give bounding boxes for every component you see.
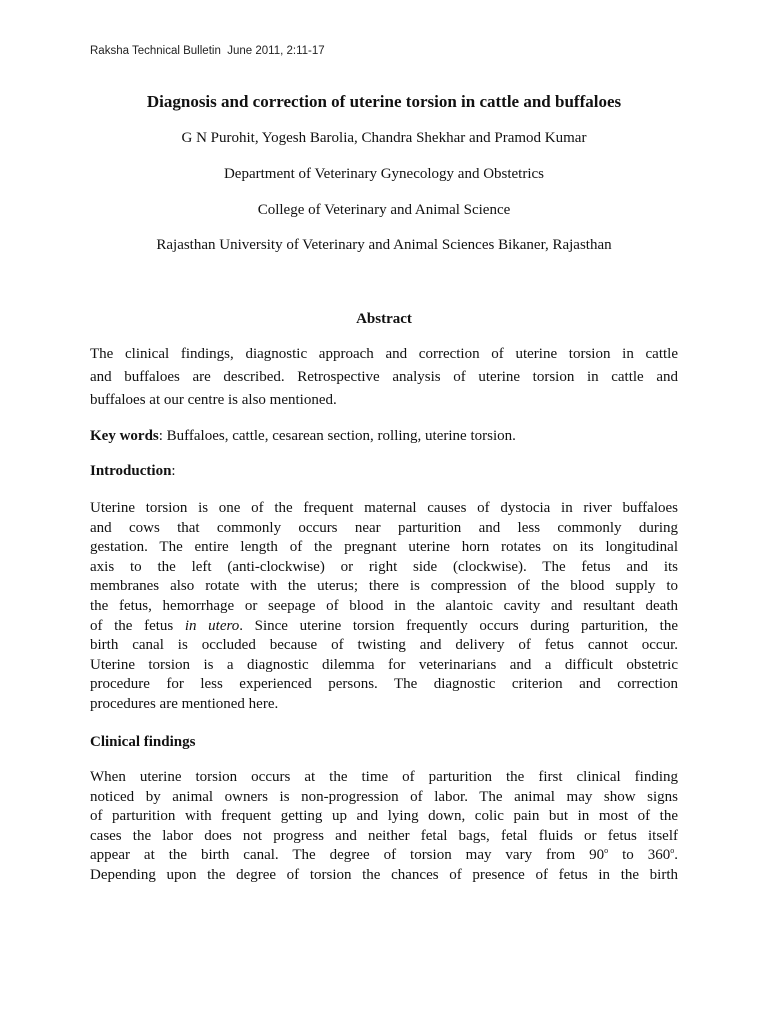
clinical-findings-heading: Clinical findings <box>90 734 196 750</box>
affiliation-university: Rajasthan University of Veterinary and Animal Sciences Bikaner, Rajasthan <box>156 237 612 253</box>
clinical-findings-line: noticed by animal owners is non-progression of labor. The animal may show signs <box>90 788 678 805</box>
clinical-findings-line-text: appear at the birth canal. The degree of torsion may vary from 90 <box>90 847 605 864</box>
running-header: Raksha Technical Bulletin June 2011, 2:11-17 <box>90 45 325 57</box>
introduction-line: axis to the left (anti-clockwise) or right side (clockwise). The fetus and its <box>90 558 678 575</box>
affiliation-college: College of Veterinary and Animal Science <box>257 202 511 218</box>
abstract-line: buffaloes at our centre is also mentioned. <box>90 392 337 408</box>
clinical-findings-body <box>90 768 678 886</box>
introduction-line-text: . Since uterine torsion frequently occurs during parturition, the <box>239 617 678 634</box>
clinical-findings-line-text: . <box>674 847 679 864</box>
clinical-findings-line: Depending upon the degree of torsion the chances of presence of fetus in the birth <box>90 866 678 883</box>
introduction-line: procedure for less experienced persons. The diagnostic criterion and correction <box>90 676 678 693</box>
abstract-heading: Abstract <box>356 311 412 327</box>
clinical-findings-line-text: to 360 <box>608 847 671 864</box>
clinical-findings-line: cases the labor does not progress and neither fetal bags, fetal fluids or fetus itself <box>90 827 678 844</box>
degree-superscript: o <box>670 846 675 856</box>
author-list: G N Purohit, Yogesh Barolia, Chandra Shekhar and Pramod Kumar <box>181 130 587 146</box>
introduction-body <box>90 499 678 715</box>
introduction-line: membranes also rotate with the uterus; there is compression of the blood supply to <box>90 578 678 595</box>
clinical-findings-line: When uterine torsion occurs at the time of parturition the first clinical finding <box>90 769 678 785</box>
keywords-line <box>90 428 516 445</box>
introduction-line: and cows that commonly occurs near parturition and less commonly during <box>90 519 678 536</box>
introduction-line: birth canal is occluded because of twisting and delivery of fetus cannot occur. <box>90 637 678 654</box>
introduction-line: procedures are mentioned here. <box>90 695 279 712</box>
introduction-line: Uterine torsion is a diagnostic dilemma for veterinarians and a difficult obstetric <box>90 656 678 673</box>
introduction-line: the fetus, hemorrhage or seepage of blood in the alantoic cavity and resultant death <box>90 597 678 614</box>
clinical-findings-line: of parturition with frequent getting up and lying down, colic pain but in most of the <box>90 808 678 825</box>
introduction-line <box>90 617 678 637</box>
abstract-body <box>90 343 678 412</box>
abstract-line: and buffaloes are described. Retrospective analysis of uterine torsion in cattle and <box>90 369 678 385</box>
paper-title: Diagnosis and correction of uterine torsion in cattle and buffaloes <box>146 92 622 111</box>
abstract-line: The clinical findings, diagnostic approach and correction of uterine torsion in cattle <box>90 346 678 362</box>
affiliation-department: Department of Veterinary Gynecology and Obstetrics <box>223 166 545 182</box>
keywords-text: : Buffaloes, cattle, cesarean section, rolling, uterine torsion. <box>158 428 516 444</box>
introduction-heading-text: Introduction <box>90 463 172 479</box>
keywords-label: Key words <box>90 428 159 444</box>
in-utero-italic: in utero <box>184 617 240 634</box>
introduction-line: gestation. The entire length of the pregnant uterine horn rotates on its longitudinal <box>90 539 678 556</box>
degree-superscript: o <box>604 846 609 856</box>
clinical-findings-line <box>90 846 678 866</box>
introduction-heading <box>90 463 176 480</box>
introduction-line: Uterine torsion is one of the frequent maternal causes of dystocia in river buffaloes <box>90 500 678 516</box>
introduction-heading-colon: : <box>171 463 176 479</box>
introduction-line-text: of the fetus <box>90 617 185 634</box>
